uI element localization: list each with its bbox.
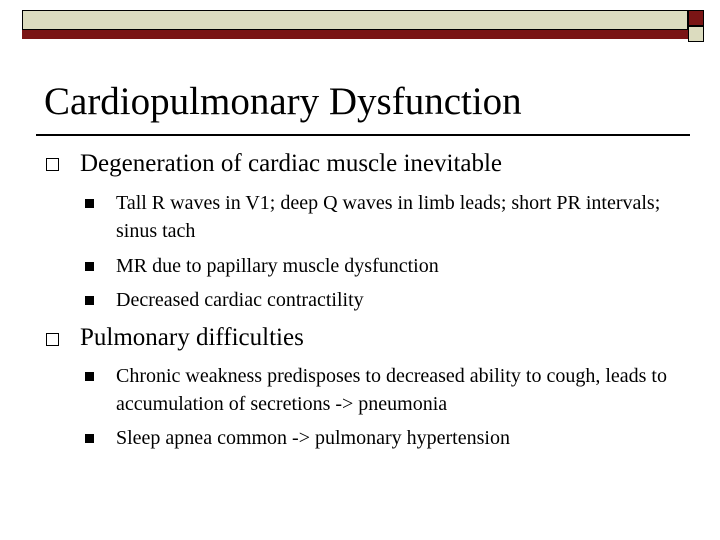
- filled-square-bullet-icon: [85, 434, 94, 443]
- bullet-level2: Tall R waves in V1; deep Q waves in limb leads; short PR intervals; sinus tach: [116, 192, 661, 242]
- filled-square-bullet-icon: [85, 262, 94, 271]
- slide-title: Cardiopulmonary Dysfunction: [44, 80, 522, 123]
- bullet-level2: Decreased cardiac contractility: [116, 289, 364, 311]
- filled-square-bullet-icon: [85, 372, 94, 381]
- hollow-square-bullet-icon: [46, 333, 59, 346]
- bullet-level2: MR due to papillary muscle dysfunction: [116, 255, 439, 277]
- filled-square-bullet-icon: [85, 296, 94, 305]
- bullet-level1: Pulmonary difficulties: [80, 324, 304, 351]
- bullet-level2: Sleep apnea common -> pulmonary hypertension: [116, 427, 510, 449]
- bullet-level2: Chronic weakness predisposes to decreased ability to cough, leads to accumulation of secretions -> pneumonia: [116, 365, 667, 415]
- hollow-square-bullet-icon: [46, 158, 59, 171]
- filled-square-bullet-icon: [85, 199, 94, 208]
- bullet-level1: Degeneration of cardiac muscle inevitable: [80, 150, 503, 177]
